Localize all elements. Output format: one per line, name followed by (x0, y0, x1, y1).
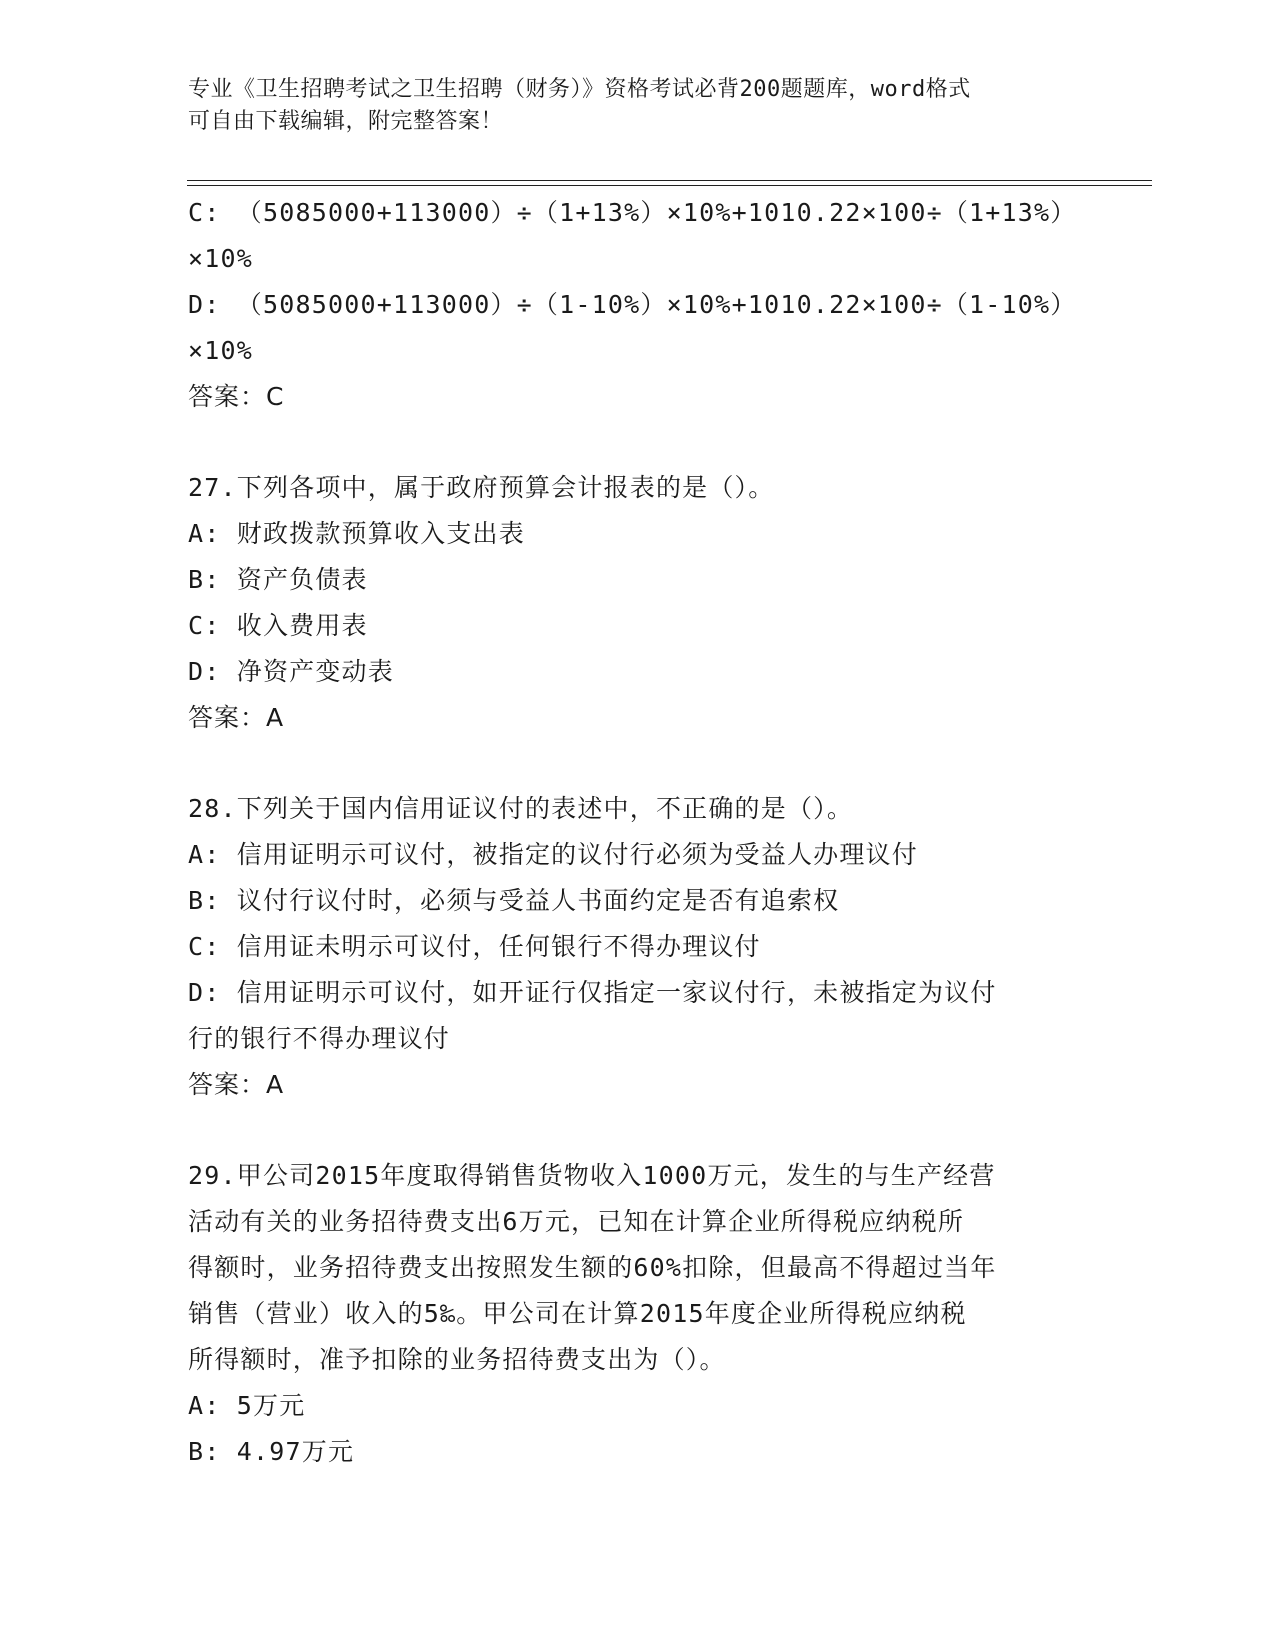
spacer (188, 1108, 1088, 1153)
option-b: B: 4.97万元 (188, 1437, 355, 1466)
question-27 (188, 465, 1088, 741)
question-28 (188, 786, 1088, 1108)
option-a: A: 财政拨款预算收入支出表 (188, 519, 525, 548)
question-stem-continued: 销售（营业）收入的5‰。甲公司在计算2015年度企业所得税应纳税 (188, 1299, 967, 1328)
question-stem: 27.下列各项中，属于政府预算会计报表的是（）。 (188, 473, 775, 502)
answer-text: 答案：A (188, 1070, 285, 1099)
option-b: B: 议付行议付时，必须与受益人书面约定是否有追索权 (188, 886, 840, 915)
option-c: C: 收入费用表 (188, 611, 368, 640)
option-d: D: 净资产变动表 (188, 657, 394, 686)
question-29 (188, 1153, 1088, 1475)
header-divider-top (187, 180, 1152, 181)
spacer (188, 420, 1088, 465)
header-title-line1: 专业《卫生招聘考试之卫生招聘（财务）》资格考试必背200题题库，word格式 (188, 77, 971, 102)
header-title-line2: 可自由下载编辑，附完整答案！ (188, 109, 504, 134)
option-d: D: 信用证明示可议付，如开证行仅指定一家议付行，未被指定为议付 (188, 978, 997, 1007)
option-d-continued: ×10% (188, 336, 254, 365)
option-d: D: （5085000+113000）÷（1-10%）×10%+1010.22×100÷（1-10%） (188, 290, 1077, 319)
answer-text: 答案：C (188, 382, 285, 411)
option-a: A: 5万元 (188, 1391, 306, 1420)
option-b: B: 资产负债表 (188, 565, 368, 594)
header-divider-bottom (187, 185, 1152, 186)
option-c: C: 信用证未明示可议付，任何银行不得办理议付 (188, 932, 761, 961)
answer-text: 答案：A (188, 703, 285, 732)
document-header (188, 74, 1078, 138)
question-26-tail (188, 190, 1088, 420)
spacer (188, 741, 1088, 786)
option-c-continued: ×10% (188, 244, 254, 273)
option-a: A: 信用证明示可议付，被指定的议付行必须为受益人办理议付 (188, 840, 918, 869)
question-content (188, 190, 1088, 1475)
option-c: C: （5085000+113000）÷（1+13%）×10%+1010.22×100÷（1+13%） (188, 198, 1077, 227)
question-stem-continued: 得额时，业务招待费支出按照发生额的60%扣除，但最高不得超过当年 (188, 1253, 997, 1282)
question-stem-continued: 活动有关的业务招待费支出6万元，已知在计算企业所得税应纳税所 (188, 1207, 965, 1236)
question-stem-continued: 所得额时，准予扣除的业务招待费支出为（）。 (188, 1345, 726, 1374)
question-stem: 29.甲公司2015年度取得销售货物收入1000万元，发生的与生产经营 (188, 1161, 996, 1190)
question-stem: 28.下列关于国内信用证议付的表述中，不正确的是（）。 (188, 794, 854, 823)
option-d-continued: 行的银行不得办理议付 (188, 1024, 451, 1053)
